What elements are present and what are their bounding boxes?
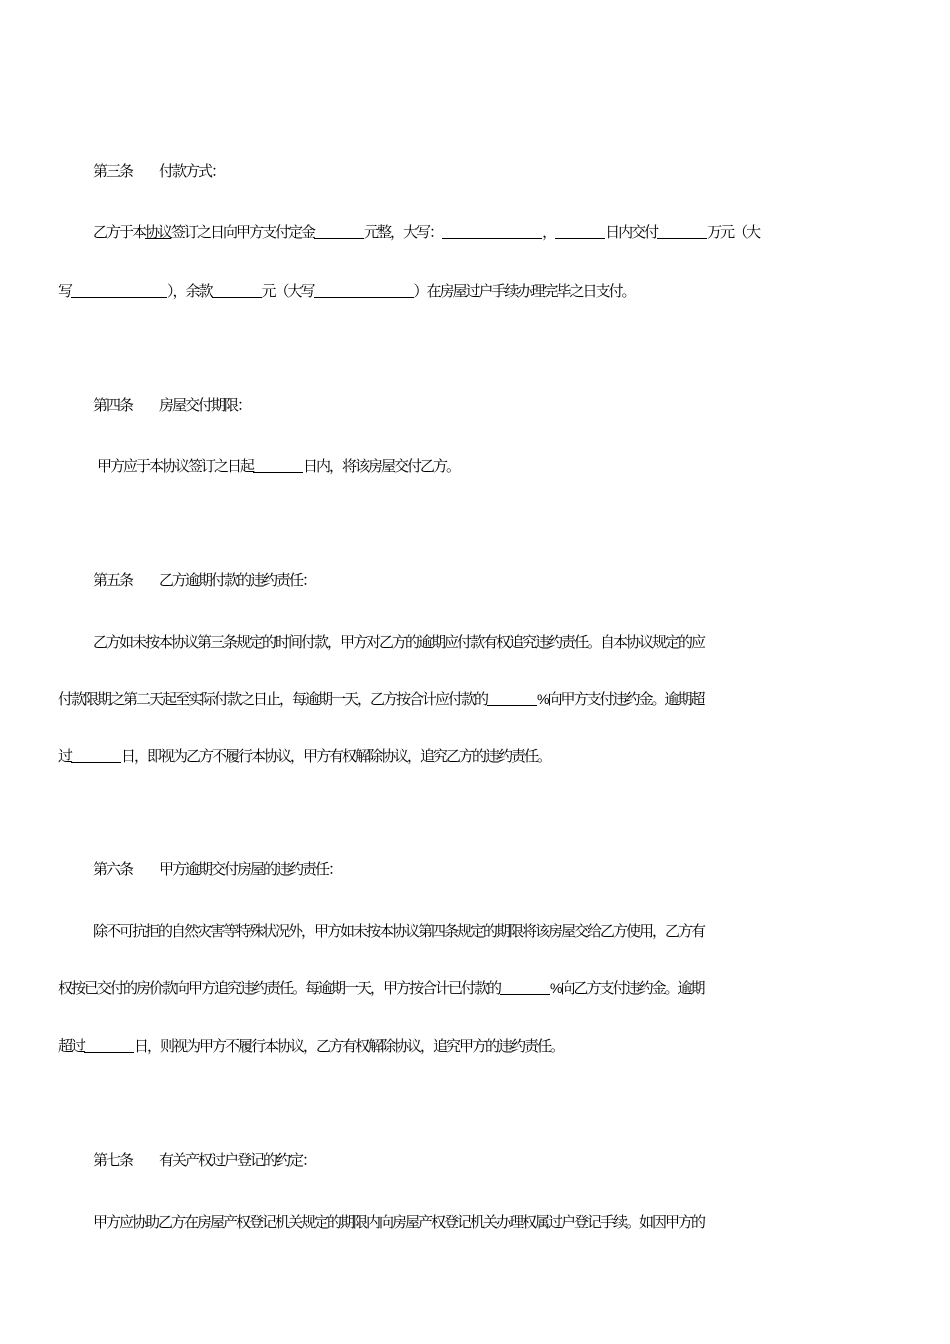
text-run: 甲方应于本协议签订之日起 — [97, 457, 254, 475]
text-run: 日内交付 — [605, 223, 658, 241]
section-7-title: 有关产权过户登记的约定： — [159, 1151, 316, 1169]
section-5-paragraph-line-1: 乙方如未按本协议第三条规定的时间付款，甲方对乙方的逾期应付款有权追究违约责任。自本协议规定的应 — [93, 633, 705, 651]
section-5-paragraph-line-2 — [58, 688, 950, 710]
section-6-number: 第六条 — [93, 860, 133, 878]
fill-blank-deposit-uppercase[interactable] — [442, 222, 542, 239]
section-4-title: 房屋交付期限： — [159, 396, 251, 414]
fill-blank-balance-uppercase[interactable] — [314, 281, 414, 298]
fill-blank-deposit[interactable] — [314, 222, 364, 239]
section-5-heading — [93, 569, 950, 591]
fill-blank-overdue-days[interactable] — [71, 746, 121, 763]
text-run: ， — [542, 223, 556, 241]
section-3-paragraph-line-2 — [58, 280, 950, 302]
section-7-number: 第七条 — [93, 1151, 133, 1169]
text-run: 乙方于本 — [93, 223, 146, 241]
fill-blank-amount-uppercase[interactable] — [71, 281, 167, 298]
fill-blank-penalty-rate[interactable] — [487, 689, 537, 706]
percent-sign: % — [550, 980, 561, 996]
section-6-paragraph-line-3 — [58, 1035, 950, 1057]
text-run: 日，即视为乙方不履行本协议，甲方有权解除协议，追究乙方的违约责任。 — [121, 747, 551, 765]
text-run: 日内，将该房屋交付乙方。 — [303, 457, 460, 475]
fill-blank-delivery-days[interactable] — [253, 456, 303, 473]
text-run: 权按已交付的房价款向甲方追究违约责任。每逾期一天，甲方按合计已付款的 — [58, 979, 501, 997]
section-7-paragraph-line-1: 甲方应协助乙方在房屋产权登记机关规定的期限内向房屋产权登记机关办理权属过户登记手续。如因甲方的 — [93, 1213, 705, 1231]
fill-blank-overdue-days[interactable] — [84, 1036, 134, 1053]
section-3-number: 第三条 — [93, 162, 133, 180]
section-6-title: 甲方逾期交付房屋的违约责任： — [159, 860, 342, 878]
section-5-number: 第五条 — [93, 571, 133, 589]
text-run: 向甲方支付违约金。逾期超 — [547, 690, 704, 708]
section-7-heading — [93, 1149, 950, 1171]
section-3-heading — [93, 160, 950, 182]
section-4-number: 第四条 — [93, 396, 133, 414]
section-6-heading — [93, 858, 950, 880]
section-4-heading — [93, 394, 950, 416]
fill-blank-balance[interactable] — [212, 281, 262, 298]
text-run: 写 — [58, 282, 72, 300]
text-run: 过 — [58, 747, 72, 765]
text-run: 万元（大 — [707, 223, 760, 241]
text-run: ），余款 — [167, 282, 212, 300]
section-5-paragraph-line-3 — [58, 745, 950, 767]
fill-blank-amount[interactable] — [657, 222, 707, 239]
text-run: 超过 — [58, 1037, 85, 1055]
section-6-paragraph-line-2 — [58, 977, 950, 999]
section-3-paragraph-line-1 — [93, 221, 950, 243]
text-run: 元整，大写： — [364, 223, 443, 241]
section-4-paragraph — [97, 455, 950, 477]
percent-sign: % — [537, 691, 548, 707]
text-run: 签订之日向甲方支付定金 — [171, 223, 315, 241]
fill-blank-penalty-rate[interactable] — [500, 978, 550, 995]
section-6-paragraph-line-1: 除不可抗拒的自然灾害等特殊状况外，甲方如未按本协议第四条规定的期限将该房屋交给乙方使用，乙方有 — [93, 922, 705, 940]
text-run: 日，则视为甲方不履行本协议，乙方有权解除协议，追究甲方的违约责任。 — [134, 1037, 564, 1055]
section-3-title: 付款方式： — [159, 162, 225, 180]
section-5-title: 乙方逾期付款的违约责任： — [159, 571, 316, 589]
text-run: 付款限期之第二天起至实际付款之日止，每逾期一天，乙方按合计应付款的 — [58, 690, 488, 708]
text-run: 元（大写 — [261, 282, 314, 300]
text-run: ）在房屋过户手续办理完毕之日支付。 — [413, 282, 635, 300]
fill-blank-days[interactable] — [555, 222, 605, 239]
underlined-term: 协议 — [145, 223, 172, 241]
text-run: 向乙方支付违约金。逾期 — [560, 979, 704, 997]
